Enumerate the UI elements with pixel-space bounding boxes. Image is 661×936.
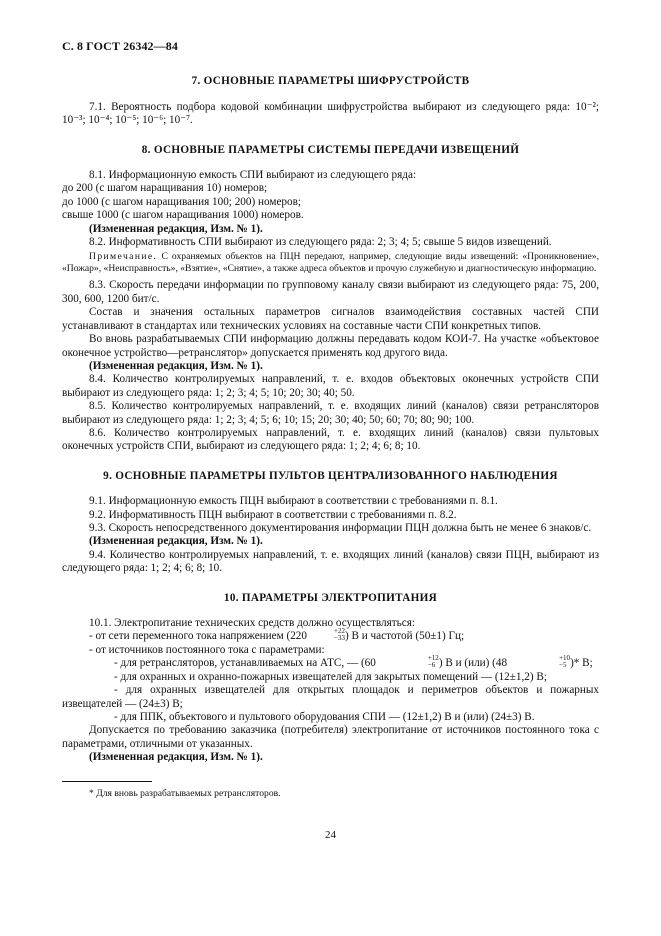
repeater-text-middle: ) В и (или) (48: [438, 657, 508, 670]
paragraph-8-3: 8.3. Скорость передачи информации по групповому каналу связи выбирают из следующего ряда: 75, 200, 300, 600, 1200 бит/с.: [62, 279, 599, 305]
amendment-note: (Измененная редакция, Изм. № 1).: [89, 222, 263, 235]
paragraph-8-4: 8.4. Количество контролируемых направлений, т. е. входов объектовых оконечных устройств СПИ выбирают из следующего ряда: 1; 2; 3; 4; 5; 10; 20; 30; 40; 50.: [62, 373, 599, 399]
amendment-note: (Измененная редакция, Изм. № 1).: [89, 359, 263, 372]
paragraph-8-1: 8.1. Информационную емкость СПИ выбирают из следующего ряда:: [89, 169, 417, 182]
note-label: Примечание.: [89, 251, 158, 263]
repeater-text-start: - для ретрансляторов, устанавливаемых на АТС, — (60: [114, 657, 376, 670]
paragraph-9-2: 9.2. Информативность ПЦН выбирают в соответствии с требованиями п. 8.2.: [89, 508, 457, 521]
voltage-tolerance: [376, 655, 439, 668]
ac-text-end: ) В и частотой (50±1) Гц;: [344, 630, 465, 643]
tolerance-minus: −6: [427, 660, 436, 669]
amendment-note: (Измененная редакция, Изм. № 1).: [89, 751, 263, 764]
repeater-text-end: )* В;: [570, 657, 593, 670]
range-line-1: до 200 (с шагом наращивания 10) номеров;: [62, 182, 268, 195]
tolerance-plus: +12: [427, 654, 439, 663]
section-7-title: 7. ОСНОВНЫЕ ПАРАМЕТРЫ ШИФРУСТРОЙСТВ: [191, 75, 470, 88]
tolerance-minus: −5: [559, 660, 567, 669]
paragraph-8-3-code: Во вновь разрабатываемых СПИ информацию должны передавать кодом КОИ-7. На участке «объектовое оконечное устройство—ретранслятор» допускается применять код другого вида.: [62, 333, 599, 359]
range-line-3: свыше 1000 (с шагом наращивания 1000) номеров.: [62, 209, 304, 222]
paragraph-8-6: 8.6. Количество контролируемых направлений, т. е. входящих линий (каналов) связи пультовых оконечных устройств СПИ, выбирают из следующего ряда: 1; 2; 4; 6; 8; 10.: [62, 426, 599, 453]
section-7: [62, 75, 599, 127]
voltage-tolerance: [507, 655, 570, 668]
amendment-note: (Измененная редакция, Изм. № 1).: [89, 535, 263, 548]
section-8-title: 8. ОСНОВНЫЕ ПАРАМЕТРЫ СИСТЕМЫ ПЕРЕДАЧИ ИЗВЕЩЕНИЙ: [141, 143, 520, 156]
paragraph-8-3-composition: Состав и значения остальных параметров сигналов взаимодействия составных частей СПИ устанавливают в стандартах или технических условиях на составные части СПИ конкретных типов.: [62, 306, 599, 332]
indoor-detector-power-line: - для охранных и охранно-пожарных извещателей для закрытых помещений — (12±1,2) В;: [114, 670, 547, 683]
ac-text-start: - от сети переменного тока напряжением (220: [89, 630, 307, 643]
section-8: [62, 144, 599, 454]
footnote-divider: [62, 781, 152, 782]
paragraph-9-4: 9.4. Количество контролируемых направлений, т. е. входящих линий (каналов) связи ПЦН, выбирают из следующего ряда: 1; 2; 4; 6; 8; 10.: [62, 548, 599, 575]
section-9-title: 9. ОСНОВНЫЕ ПАРАМЕТРЫ ПУЛЬТОВ ЦЕНТРАЛИЗОВАННОГО НАБЛЮДЕНИЯ: [103, 469, 558, 482]
tolerance-plus: +10: [559, 654, 571, 663]
outdoor-detector-power-line: - для охранных извещателей для открытых площадок и периметров объектов и пожарных извещателей — (24±3) В;: [62, 684, 599, 710]
page-number: 24: [325, 829, 336, 841]
custom-power-paragraph: Допускается по требованию заказчика (потребителя) электропитание от источников постоянного тока с параметрами, отличными от указанных.: [62, 724, 599, 750]
paragraph-7-1: 7.1. Вероятность подбора кодовой комбинации шифрустройства выбирают из следующего ряда: 10⁻²; 10⁻³; 10⁻⁴; 10⁻⁵; 10⁻⁶; 10⁻⁷.: [62, 100, 599, 127]
repeater-power-line: [62, 654, 599, 670]
ac-power-line: [62, 627, 599, 643]
paragraph-8-2: 8.2. Информативность СПИ выбирают из следующего ряда: 2; 3; 4; 5; свыше 5 видов извещений.: [89, 236, 552, 249]
note-text: С охраняемых объектов на ПЦН передают, например, следующие виды извещений: «Проникновение», «Пожар», «Неисправность», «Взятие», «Снятие», а также адреса объектов и прочую служебную и диагностическую информацию.: [62, 251, 599, 275]
section-9: [62, 470, 599, 576]
voltage-tolerance: [307, 628, 345, 641]
range-line-2: до 1000 (с шагом наращивания 100; 200) номеров;: [62, 195, 302, 208]
dc-power-line: - от источников постоянного тока с параметрами:: [89, 643, 325, 656]
paragraph-10-1: 10.1. Электропитание технических средств должно осуществляться:: [89, 617, 415, 629]
section-10: [62, 592, 599, 765]
footnote: * Для вновь разрабатываемых ретрансляторов.: [89, 787, 281, 799]
note-block: [62, 251, 599, 275]
ppk-power-line: - для ППК, объектового и пультового оборудования СПИ — (12±1,2) В и (или) (24±3) В.: [114, 711, 535, 723]
section-10-title: 10. ПАРАМЕТРЫ ЭЛЕКТРОПИТАНИЯ: [223, 591, 438, 604]
paragraph-8-5: 8.5. Количество контролируемых направлений, т. е. входящих линий (каналов) связи ретрансляторов выбирают из следующего ряда: 1; 2; 3; 4; 5; 6; 10; 15; 20; 30; 40; 50; 60; 70; 80; 90; 100.: [62, 400, 599, 426]
paragraph-9-3: 9.3. Скорость непосредственного документирования информации ПЦН должна быть не менее 6 знаков/с.: [89, 521, 592, 534]
page-header: С. 8 ГОСТ 26342—84: [62, 39, 178, 53]
tolerance-plus: +22: [334, 627, 345, 636]
tolerance-minus: −33: [334, 633, 345, 642]
paragraph-9-1: 9.1. Информационную емкость ПЦН выбирают в соответствии с требованиями п. 8.1.: [89, 495, 498, 508]
